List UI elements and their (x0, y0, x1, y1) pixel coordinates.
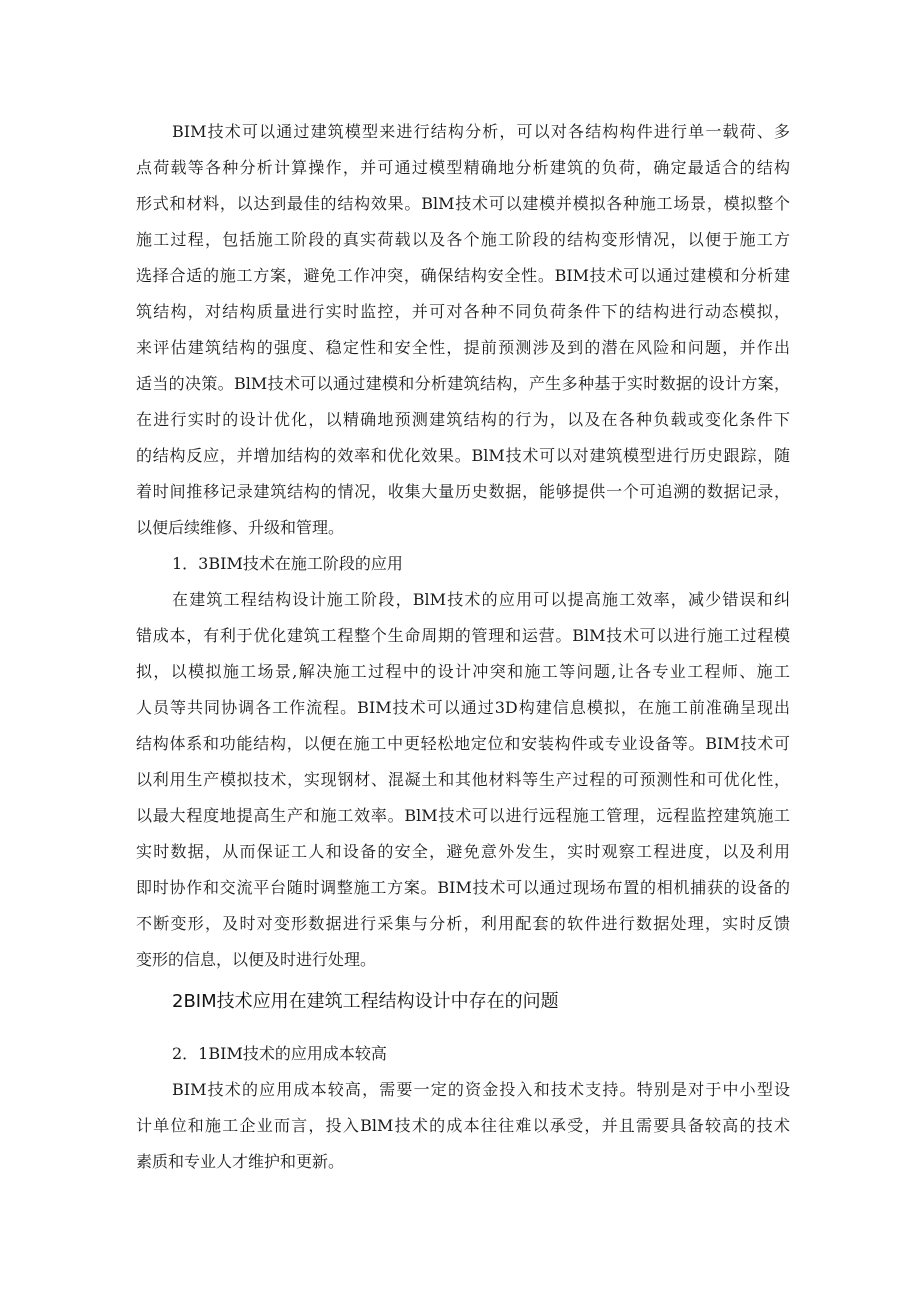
paragraph-line: 变形的信息，以便及时进行处理。 (136, 950, 377, 969)
paragraph-line: 点荷载等各种分析计算操作，并可通过模型精确地分析建筑的负荷，确定最适合的结构 (136, 158, 790, 177)
paragraph-line: 拟，以模拟施工场景,解决施工过程中的设计冲突和施工等问题,让各专业工程师、施工 (136, 662, 790, 681)
paragraph-line: 不断变形，及时对变形数据进行采集与分析，利用配套的软件进行数据处理，实时反馈 (136, 914, 790, 933)
paragraph-line: 实时数据，从而保证工人和设备的安全，避免意外发生，实时观察工程进度，以及利用 (136, 842, 790, 861)
paragraph-line: 结构体系和功能结构，以便在施工中更轻松地定位和安装构件或专业设备等。BIM技术可 (136, 734, 790, 753)
paragraph-bim-construction-stage (136, 582, 790, 978)
paragraph-line: BIM技术的应用成本较高，需要一定的资金投入和技术支持。特别是对于中小型设 (172, 1080, 790, 1099)
paragraph-line: BIM技术可以通过建筑模型来进行结构分析，可以对各结构构件进行单一载荷、多 (172, 122, 790, 141)
paragraph-bim-cost (136, 1072, 790, 1180)
paragraph-line: 选择合适的施工方案，避免工作冲突，确保结构安全性。BIM技术可以通过建模和分析建 (136, 266, 790, 285)
section-heading-2-1: 2．1BIM技术的应用成本较高 (172, 1044, 387, 1063)
paragraph-line: 的结构反应，并增加结构的效率和优化效果。BlM技术可以对建筑模型进行历史跟踪，随 (136, 446, 790, 465)
paragraph-line: 适当的决策。BlM技术可以通过建模和分析建筑结构，产生多种基于实时数据的设计方案， (136, 374, 790, 393)
paragraph-line: 以最大程度地提高生产和施工效率。BlM技术可以进行远程施工管理，远程监控建筑施工 (136, 806, 790, 825)
paragraph-line: 以利用生产模拟技术，实现钢材、混凝土和其他材料等生产过程的可预测性和可优化性， (136, 770, 790, 789)
paragraph-line: 错成本，有利于优化建筑工程整个生命周期的管理和运营。BlM技术可以进行施工过程模 (136, 626, 790, 645)
paragraph-line: 来评估建筑结构的强度、稳定性和安全性，提前预测涉及到的潜在风险和问题，并作出 (136, 338, 790, 357)
paragraph-line: 筑结构，对结构质量进行实时监控，并可对各种不同负荷条件下的结构进行动态模拟， (136, 302, 790, 321)
paragraph-bim-structural-analysis (136, 114, 790, 546)
paragraph-line: 计单位和施工企业而言，投入BlM技术的成本往往难以承受，并且需要具备较高的技术 (136, 1116, 790, 1135)
section-heading-1-3: 1．3BIM技术在施工阶段的应用 (172, 554, 403, 573)
paragraph-line: 形式和材料，以达到最佳的结构效果。BlM技术可以建模并模拟各种施工场景，模拟整个 (136, 194, 790, 213)
paragraph-line: 素质和专业人才维护和更新。 (136, 1152, 345, 1171)
paragraph-line: 在进行实时的设计优化，以精确地预测建筑结构的行为，以及在各种负载或变化条件下 (136, 410, 790, 429)
paragraph-line: 施工过程，包括施工阶段的真实荷载以及各个施工阶段的结构变形情况，以便于施工方 (136, 230, 790, 249)
section-heading-2: 2BIM技术应用在建筑工程结构设计中存在的问题 (172, 991, 559, 1012)
paragraph-line: 着时间推移记录建筑结构的情况，收集大量历史数据，能够提供一个可追溯的数据记录， (136, 482, 790, 501)
paragraph-line: 以便后续维修、升级和管理。 (136, 518, 345, 537)
paragraph-line: 在建筑工程结构设计施工阶段，BlM技术的应用可以提高施工效率，减少错误和纠 (172, 590, 790, 609)
paragraph-line: 即时协作和交流平台随时调整施工方案。BIM技术可以通过现场布置的相机捕获的设备的 (136, 878, 790, 897)
paragraph-line: 人员等共同协调各工作流程。BIM技术可以通过3D构建信息模拟，在施工前准确呈现出 (136, 698, 790, 717)
